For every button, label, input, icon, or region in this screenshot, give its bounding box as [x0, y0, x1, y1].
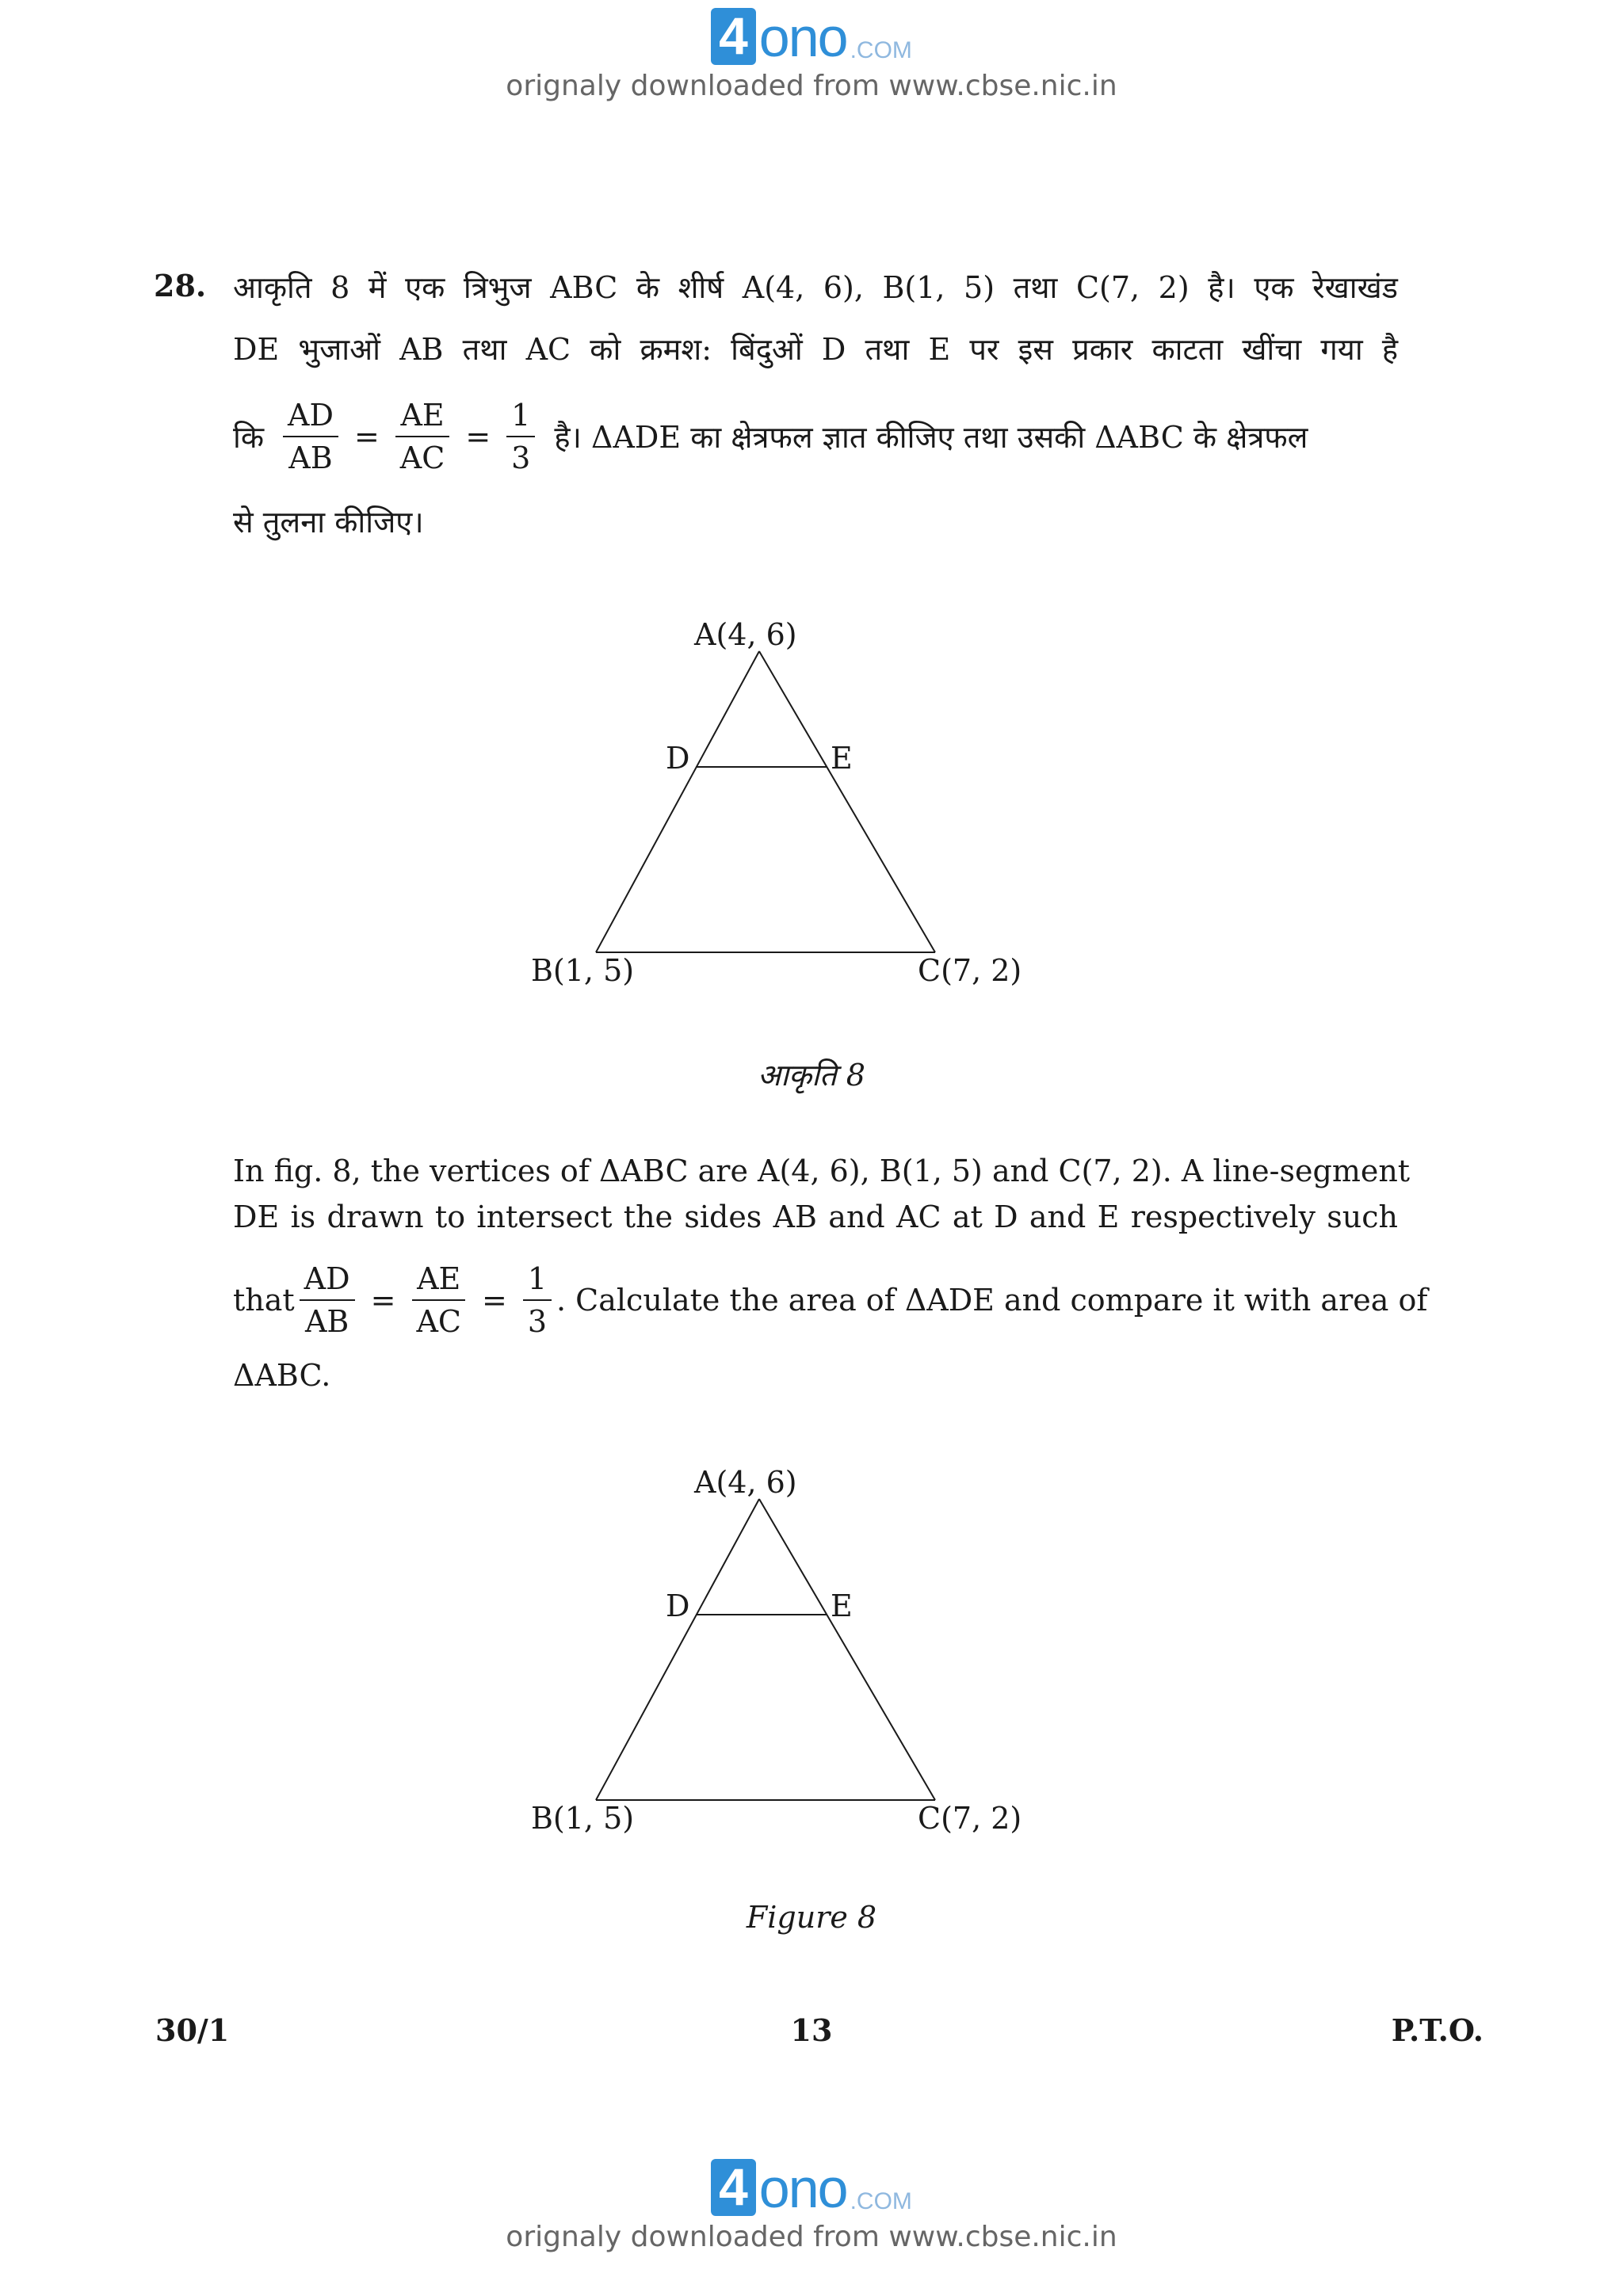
footer-pto: P.T.O.: [1391, 2012, 1484, 2048]
watermark-note: orignaly downloaded from www.cbse.nic.in: [506, 2221, 1117, 2253]
fraction-numerator: AD: [300, 1261, 355, 1301]
fraction-ad-ab: [283, 398, 338, 475]
fraction-numerator: AE: [412, 1261, 465, 1301]
english-line-3-suffix: . Calculate the area of ΔADE and compare it with area of: [556, 1283, 1428, 1318]
english-line-3: [233, 1261, 1428, 1339]
fraction-one-third: [523, 1261, 552, 1339]
fraction-numerator: AE: [395, 398, 449, 437]
logo-brand: ono: [758, 6, 847, 68]
logo-com: .COM: [850, 37, 912, 63]
site-logo: [711, 2157, 912, 2219]
fraction-numerator: 1: [506, 398, 535, 437]
logo-com: .COM: [850, 2188, 912, 2214]
triangle-figure-english: [507, 1458, 1062, 1854]
fraction-ad-ab: [300, 1261, 355, 1339]
site-logo: [711, 6, 912, 68]
label-c: C(7, 2): [918, 953, 1022, 988]
fraction-denominator: AB: [304, 1304, 349, 1339]
equals-sign: =: [481, 1283, 507, 1318]
logo-brand: ono: [758, 2157, 847, 2219]
label-b: B(1, 5): [531, 1801, 635, 1836]
logo-box: 4: [711, 2159, 756, 2216]
label-a: A(4, 6): [694, 1465, 797, 1500]
fraction-one-third: [506, 398, 535, 475]
label-d: D: [666, 1589, 690, 1623]
hindi-line-4: से तुलना कीजिए।: [233, 505, 424, 540]
english-line-1: In fig. 8, the vertices of ΔABC are A(4, 6), B(1, 5) and C(7, 2). A line-segment: [233, 1154, 1411, 1188]
question-number: 28.: [154, 268, 207, 303]
label-d: D: [666, 741, 690, 776]
fraction-denominator: AB: [288, 441, 333, 475]
watermark-top: [0, 8, 1623, 102]
page-number: 13: [790, 2012, 833, 2048]
label-a: A(4, 6): [694, 617, 797, 652]
fraction-denominator: AC: [416, 1304, 461, 1339]
equals-sign: =: [353, 419, 380, 454]
hindi-line-3-suffix: है। ΔADE का क्षेत्रफल ज्ञात कीजिए तथा उसकी ΔABC के क्षेत्रफल: [554, 420, 1308, 455]
side-ac: [759, 651, 935, 952]
fraction-numerator: AD: [283, 398, 338, 437]
fraction-ae-ac: [411, 1261, 466, 1339]
label-c: C(7, 2): [918, 1801, 1022, 1836]
english-line-2: DE is drawn to intersect the sides AB and AC at D and E respectively such: [233, 1199, 1398, 1234]
fraction-ae-ac: [395, 398, 450, 475]
hindi-line-3-prefix: कि: [233, 420, 265, 455]
watermark-note: orignaly downloaded from www.cbse.nic.in: [506, 70, 1117, 102]
hindi-line-3: [233, 398, 1398, 475]
equals-sign: =: [370, 1283, 396, 1318]
label-e: E: [831, 1589, 853, 1623]
fraction-numerator: 1: [523, 1261, 552, 1301]
hindi-line-1: आकृति 8 में एक त्रिभुज ABC के शीर्ष A(4, 6), B(1, 5) तथा C(7, 2) है। एक रेखाखंड: [233, 270, 1398, 305]
label-e: E: [831, 741, 853, 776]
fraction-denominator: 3: [527, 1304, 547, 1339]
side-ac: [759, 1499, 935, 1800]
side-ab: [596, 651, 759, 952]
footer-code: 30/1: [155, 2012, 230, 2048]
figure-caption-hindi: आकृति 8: [758, 1058, 865, 1093]
watermark-bottom: [0, 2159, 1623, 2253]
label-b: B(1, 5): [531, 953, 635, 988]
triangle-figure-hindi: [507, 610, 1062, 1006]
figure-caption-english: Figure 8: [746, 1900, 877, 1935]
fraction-denominator: 3: [511, 441, 531, 475]
side-ab: [596, 1499, 759, 1800]
equals-sign: =: [465, 419, 491, 454]
english-line-4: ΔABC.: [233, 1358, 331, 1393]
hindi-line-2: DE भुजाओं AB तथा AC को क्रमश: बिंदुओं D तथा E पर इस प्रकार काटता खींचा गया है: [233, 332, 1398, 367]
english-line-3-prefix: that: [233, 1283, 295, 1318]
logo-box: 4: [711, 8, 756, 65]
fraction-denominator: AC: [399, 441, 445, 475]
